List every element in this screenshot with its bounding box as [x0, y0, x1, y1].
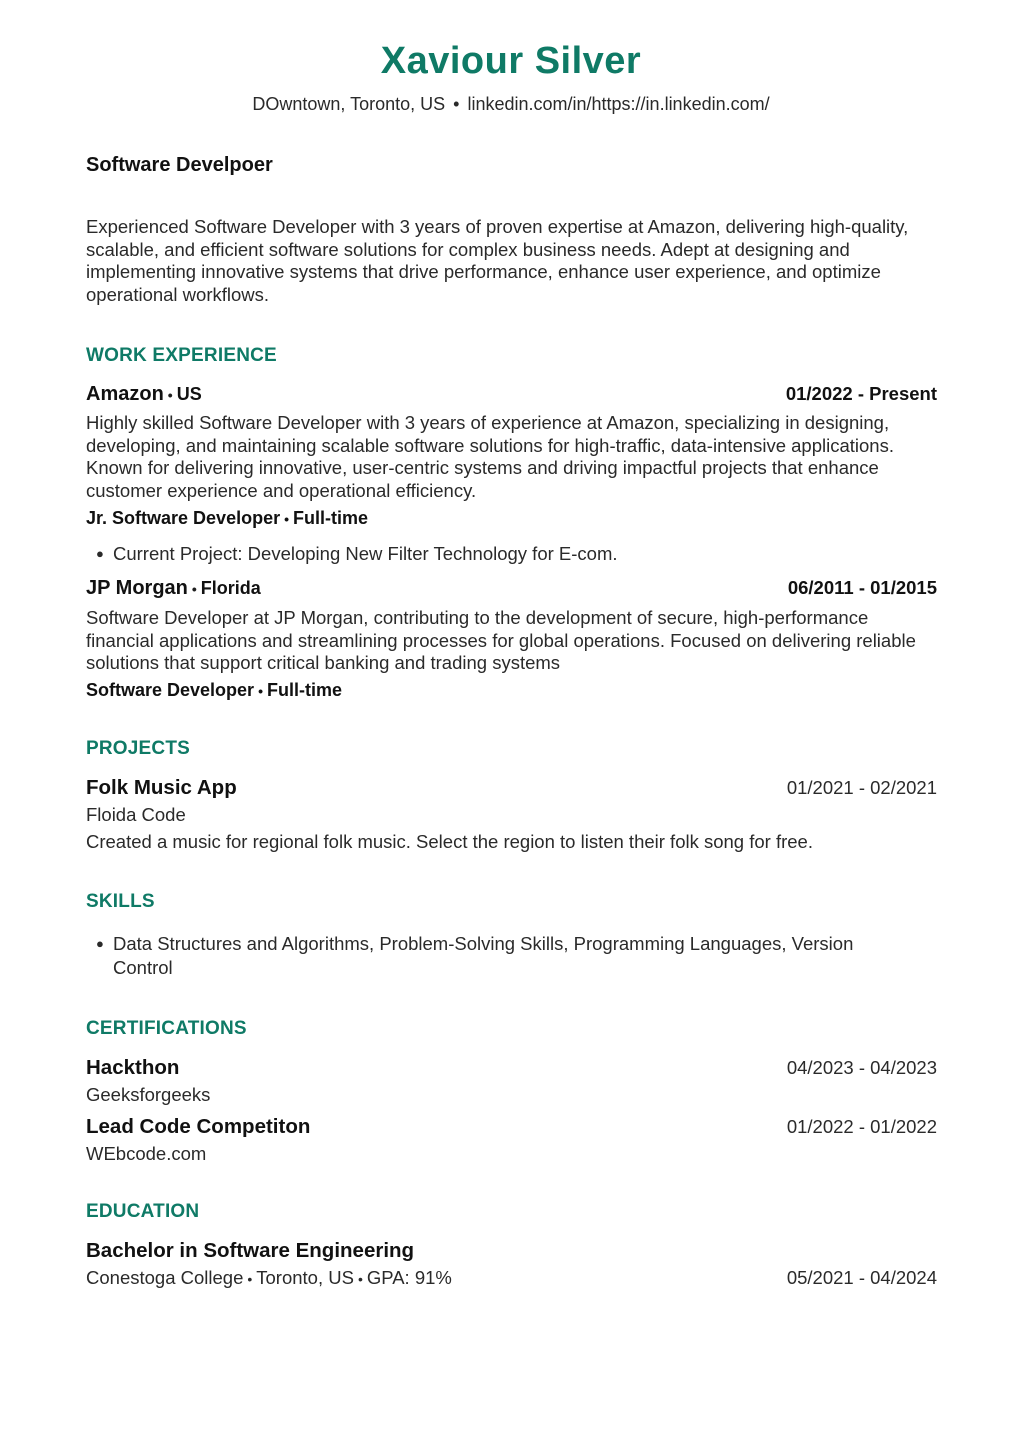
company-name: JP Morgan [86, 577, 188, 599]
employment-type: Full-time [293, 508, 368, 528]
work-experience-heading: WORK EXPERIENCE [86, 345, 277, 366]
employment-type: Full-time [266, 680, 342, 700]
job-company-block [86, 577, 261, 600]
job-dates: 06/2011 - 01/2015 [787, 577, 937, 598]
certification-issuer: Geeksforgeeks [86, 1084, 211, 1105]
bullet-text: Current Project: Developing New Filter Technology for E-com. [113, 543, 618, 564]
separator-dot: • [357, 1271, 363, 1287]
company-name: Amazon [86, 383, 164, 405]
separator-dot: • [191, 581, 197, 597]
summary-text: Experienced Software Developer with 3 years of proven expertise at Amazon, delivering high-quality, scalable, and efficient software solutions for complex business needs. Adept at designing and implementing innovative systems that drive performance, enhance user experience, and optimize operational workflows. [86, 216, 909, 306]
skills-text: Data Structures and Algorithms, Problem-Solving Skills, Programming Languages, Version Control [113, 933, 854, 978]
role-title: Jr. Software Developer [86, 508, 281, 528]
certifications-heading: CERTIFICATIONS [86, 1018, 247, 1039]
certification-header [86, 1115, 937, 1139]
role-title: Software Developer [86, 680, 255, 700]
job-dates: 01/2022 - Present [785, 383, 937, 404]
projects-heading: PROJECTS [86, 738, 191, 759]
certification-issuer: WEbcode.com [86, 1143, 207, 1164]
school-name: Conestoga College [86, 1267, 244, 1288]
certification-dates: 04/2023 - 04/2023 [786, 1057, 937, 1078]
education-details [86, 1267, 937, 1289]
job-header-jpmorgan [86, 577, 937, 600]
location-text: DOwntown, Toronto, US [252, 94, 446, 114]
certification-name: Lead Code Competiton [86, 1115, 311, 1138]
candidate-name: Xaviour Silver [380, 40, 642, 82]
certification-header [86, 1056, 937, 1080]
education-dates: 05/2021 - 04/2024 [786, 1267, 937, 1288]
certification-name: Hackthon [86, 1056, 180, 1079]
job-bullet [96, 542, 896, 566]
education-info [86, 1267, 452, 1289]
separator-dot: • [247, 1271, 253, 1287]
contact-line [0, 94, 1022, 115]
project-description: Created a music for regional folk music. Select the region to listen their folk song for free. [86, 831, 813, 852]
separator-dot: • [258, 683, 263, 699]
project-header [86, 776, 937, 800]
project-dates: 01/2021 - 02/2021 [786, 777, 937, 798]
school-location: Toronto, US [256, 1267, 354, 1288]
education-heading: EDUCATION [86, 1201, 200, 1222]
job-description: Highly skilled Software Developer with 3 years of experience at Amazon, specializing in designing, developing, and maintaining scalable software solutions for high-traffic, data-intensive applications. Known for delivering innovative, user-centric systems and driving impactful projects that enhance customer experience and operational efficiency. [86, 412, 894, 501]
project-name: Folk Music App [86, 776, 237, 799]
bullet-icon: ● [96, 546, 104, 561]
education-header [86, 1239, 937, 1263]
certification-dates: 01/2022 - 01/2022 [786, 1116, 937, 1137]
bullet-icon: ● [96, 936, 104, 951]
separator-dot: • [167, 387, 173, 403]
job-description: Software Developer at JP Morgan, contributing to the development of secure, high-performance financial applications and streamlining processes for global operations. Focused on delivering reliable solutions that support critical banking and trading systems [86, 607, 916, 673]
skills-bullet [96, 932, 886, 980]
company-location: Florida [200, 578, 261, 598]
separator-dot: • [453, 94, 460, 114]
linkedin-link[interactable]: linkedin.com/in/https://in.linkedin.com/ [467, 94, 770, 114]
company-location: US [176, 384, 202, 404]
job-title: Software Develpoer [86, 154, 273, 176]
separator-dot: • [284, 511, 289, 527]
degree-name: Bachelor in Software Engineering [86, 1239, 415, 1262]
project-org: Floida Code [86, 804, 186, 825]
job-company-block [86, 383, 202, 406]
skills-heading: SKILLS [86, 891, 155, 912]
gpa: GPA: 91% [366, 1267, 452, 1288]
job-role [86, 508, 368, 529]
job-header-amazon [86, 383, 937, 406]
job-role [86, 680, 342, 701]
